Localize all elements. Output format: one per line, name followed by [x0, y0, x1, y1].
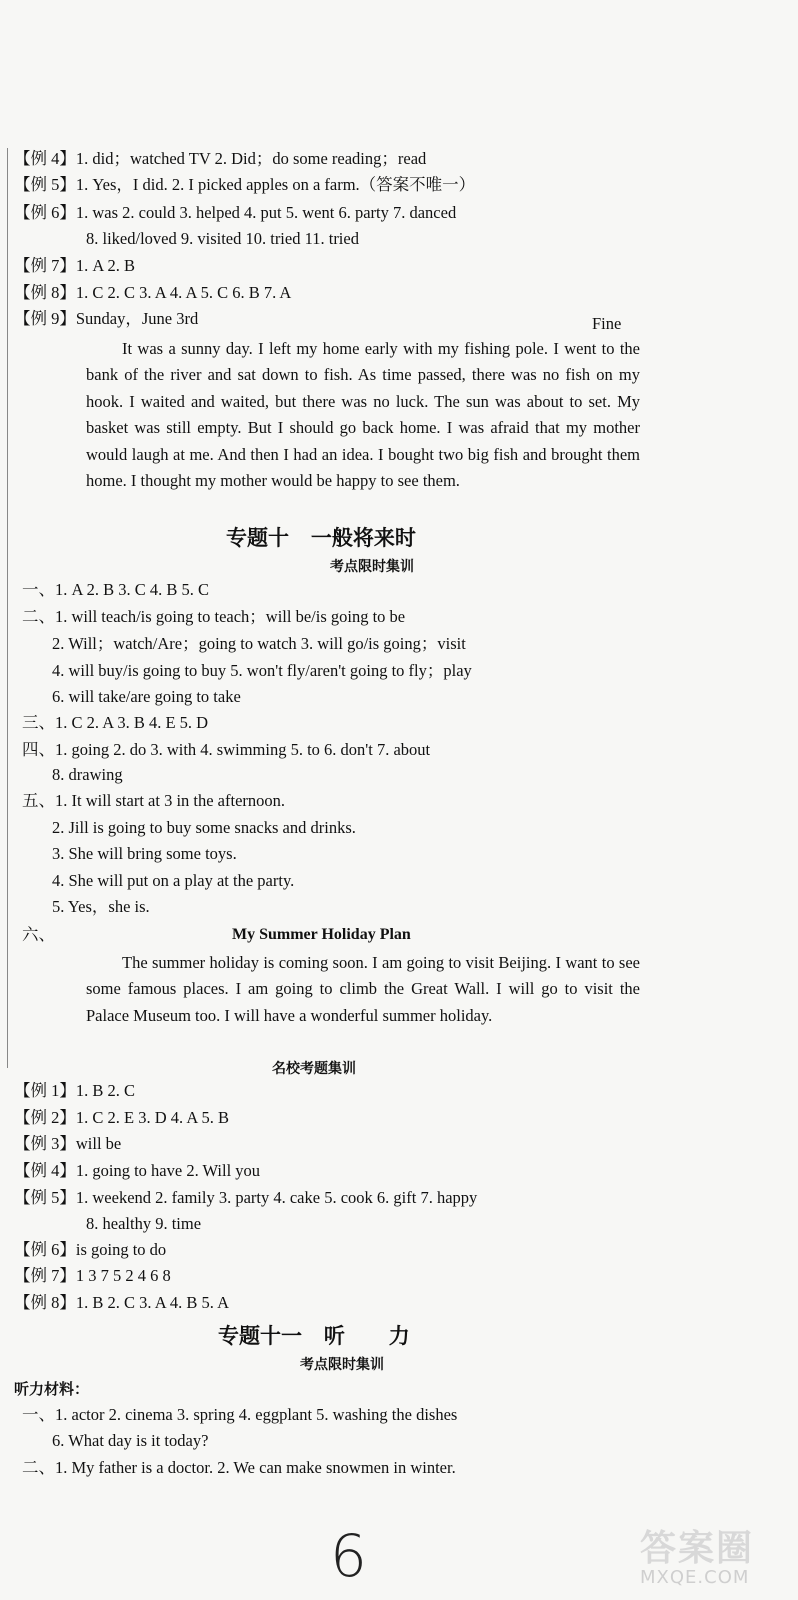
s10-line-10: 2. Jill is going to buy some snacks and drinks. [52, 818, 356, 837]
s10-line-5: 6. will take/are going to take [52, 687, 241, 706]
margin-rule [7, 148, 8, 1068]
s10-example-5: 【例 5】1. weekend 2. family 3. party 4. cake 5. cook 6. gift 7. happy [14, 1188, 478, 1207]
s11-line-2: 6. What day is it today? [52, 1431, 209, 1450]
section-10-title: 专题十 一般将来时 [226, 526, 416, 550]
s10-line-1: 一、1. A 2. B 3. C 4. B 5. C [22, 580, 210, 599]
watermark-logo [640, 1520, 790, 1594]
diary-weather: Fine [592, 314, 622, 333]
s10-example-7: 【例 7】1 3 7 5 2 4 6 8 [14, 1266, 171, 1285]
s10-line-12: 4. She will put on a play at the party. [52, 871, 295, 890]
example-4-line: 【例 4】1. did；watched TV 2. Did；do some reading；read [14, 149, 427, 168]
s10-example-6: 【例 6】is going to do [14, 1240, 167, 1259]
s10-example-8: 【例 8】1. B 2. C 3. A 4. B 5. A [14, 1293, 229, 1312]
essay-paragraph: The summer holiday is coming soon. I am going to visit Beijing. I want to see some famous places. I am going to climb the Great Wall. I will go to visit the Palace Museum too. I will have a wonderful summer holiday. [86, 953, 640, 1025]
essay-label: 六、 [22, 925, 55, 944]
s10-line-9: 五、1. It will start at 3 in the afternoon. [22, 791, 286, 810]
example-6-line: 【例 6】1. was 2. could 3. helped 4. put 5. went 6. party 7. danced [14, 203, 457, 222]
example-9-line: 【例 9】Sunday，June 3rd [14, 309, 199, 328]
s10-example-5-continuation: 8. healthy 9. time [86, 1214, 202, 1233]
s10-line-13: 5. Yes，she is. [52, 897, 150, 916]
section-11-title: 专题十一 听 力 [218, 1324, 410, 1348]
example-5-line: 【例 5】1. Yes，I did. 2. I picked apples on a farm.（答案不唯一） [14, 175, 476, 194]
s10-example-1: 【例 1】1. B 2. C [14, 1081, 136, 1100]
s10-line-4: 4. will buy/is going to buy 5. won't fly/aren't going to fly；play [52, 661, 472, 680]
watermark-url: MXQE.COM [640, 1567, 750, 1588]
essay-title: My Summer Holiday Plan [232, 926, 411, 943]
section-11-subtitle: 考点限时集训 [300, 1357, 384, 1373]
listening-material-label: 听力材料： [14, 1380, 90, 1398]
watermark-text: 答案圈 [640, 1528, 755, 1569]
s11-line-1: 一、1. actor 2. cinema 3. spring 4. eggplant 5. washing the dishes [22, 1405, 458, 1424]
diary-paragraph: It was a sunny day. I left my home early with my fishing pole. I went to the bank of the river and sat down to fish. As time passed, there was no fish on my hook. I waited and waited, but there was no luck. The sun was about to set. My basket was still empty. But I should go back home. I was afraid that my mother would laugh at me. And then I had an idea. I bought two big fish and brought them home. I thought my mother would be happy to see them. [86, 339, 640, 491]
s10-line-7: 四、1. going 2. do 3. with 4. swimming 5. to 6. don't 7. about [22, 740, 431, 759]
s10-line-3: 2. Will；watch/Are；going to watch 3. will go/is going；visit [52, 634, 466, 653]
s11-line-3: 二、1. My father is a doctor. 2. We can make snowmen in winter. [22, 1458, 456, 1477]
page-number: 6 [330, 1522, 367, 1590]
example-8-line: 【例 8】1. C 2. C 3. A 4. A 5. C 6. B 7. A [14, 283, 292, 302]
example-7-line: 【例 7】1. A 2. B [14, 256, 136, 275]
s10-example-3: 【例 3】will be [14, 1134, 122, 1153]
s10-line-11: 3. She will bring some toys. [52, 844, 237, 863]
s10-line-2: 二、1. will teach/is going to teach；will be/is going to be [22, 607, 406, 626]
example-6-continuation: 8. liked/loved 9. visited 10. tried 11. tried [86, 229, 359, 248]
s10-example-4: 【例 4】1. going to have 2. Will you [14, 1161, 261, 1180]
s10-example-2: 【例 2】1. C 2. E 3. D 4. A 5. B [14, 1108, 229, 1127]
s10-line-8: 8. drawing [52, 765, 123, 784]
s10-line-6: 三、1. C 2. A 3. B 4. E 5. D [22, 713, 209, 732]
section-10-subtitle-2: 名校考题集训 [272, 1061, 356, 1077]
section-10-subtitle: 考点限时集训 [330, 559, 414, 575]
